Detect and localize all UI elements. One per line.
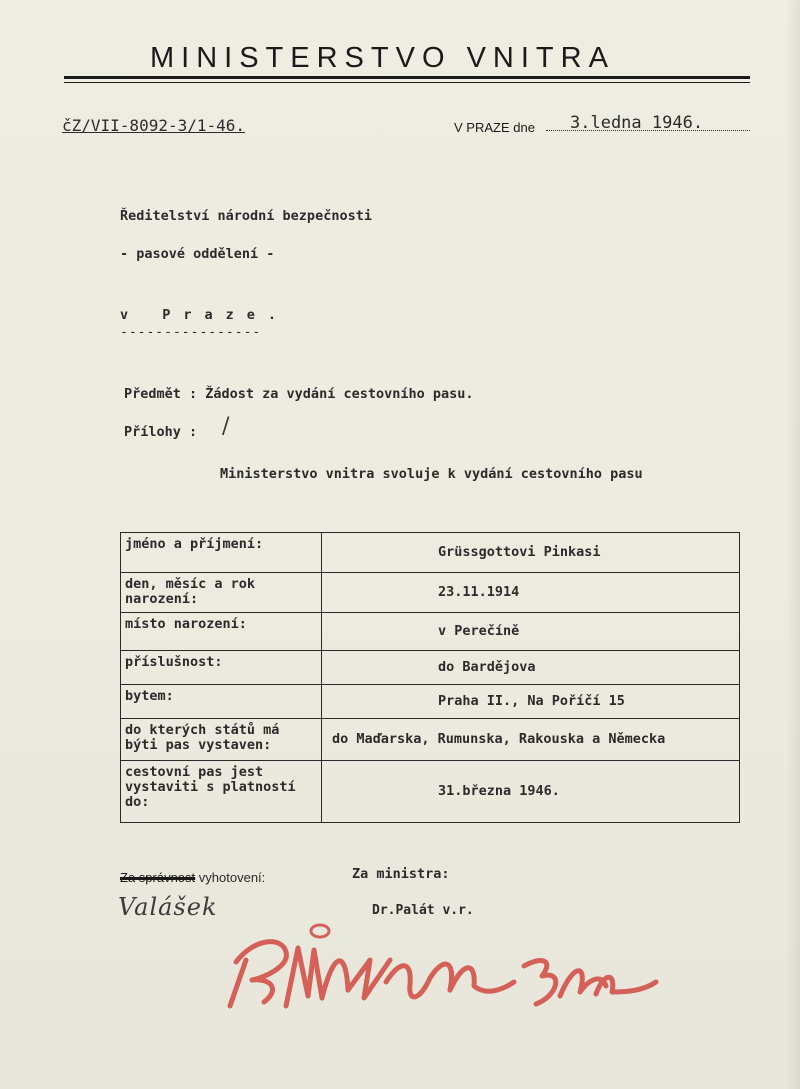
red-handwritten-signature bbox=[224, 920, 674, 1020]
table-row bbox=[121, 685, 740, 719]
row-value: 31.března 1946. bbox=[322, 761, 740, 823]
header-rule-thin bbox=[64, 82, 750, 83]
subject-line: Předmět : Žádost za vydání cestovního pasu. bbox=[124, 386, 474, 402]
clerk-certification bbox=[120, 870, 265, 885]
table-row bbox=[121, 719, 740, 761]
row-value: Grüssgottovi Pinkasi bbox=[322, 533, 740, 573]
minister-name: Dr.Palát v.r. bbox=[372, 903, 474, 918]
certification-label: vyhotovení: bbox=[198, 870, 266, 885]
intro-statement: Ministerstvo vnitra svoluje k vydání cestovního pasu bbox=[220, 466, 643, 482]
row-label: cestovní pas jest vystaviti s platností do: bbox=[121, 761, 322, 823]
for-minister-label: Za ministra: bbox=[352, 866, 450, 882]
addressee-underline: ---------------- bbox=[120, 325, 262, 340]
addressee-line-2: - pasové oddělení - bbox=[120, 246, 275, 262]
row-label: jméno a příjmení: bbox=[121, 533, 322, 573]
row-value: v Perečíně bbox=[322, 613, 740, 651]
row-label: bytem: bbox=[121, 685, 322, 719]
table-row bbox=[121, 613, 740, 651]
table-row bbox=[121, 761, 740, 823]
row-value: do Maďarska, Rumunska, Rakouska a Německa bbox=[322, 719, 740, 761]
document-date: 3.ledna 1946. bbox=[570, 113, 704, 133]
clerk-signature: Valášek bbox=[118, 893, 218, 921]
struck-label: Za správnost bbox=[120, 870, 196, 885]
ministry-title: MINISTERSTVO VNITRA bbox=[150, 42, 615, 74]
place-label: V PRAZE dne bbox=[454, 120, 535, 135]
row-label: příslušnost: bbox=[121, 651, 322, 685]
annex-label: Přílohy : bbox=[124, 424, 198, 440]
row-value: 23.11.1914 bbox=[322, 573, 740, 613]
header-rule-thick bbox=[64, 76, 750, 79]
row-label: do kterých států má býti pas vystaven: bbox=[121, 719, 322, 761]
reference-number: čZ/VII-8092-3/1-46. bbox=[62, 116, 246, 135]
row-label: den, měsíc a rok narození: bbox=[121, 573, 322, 613]
table-row bbox=[121, 573, 740, 613]
row-value: Praha II., Na Poříčí 15 bbox=[322, 685, 740, 719]
table-row bbox=[121, 651, 740, 685]
addressee-city: v Praze. bbox=[120, 307, 290, 323]
passport-details-table bbox=[120, 532, 740, 823]
annex-value: / bbox=[222, 414, 230, 439]
addressee-line-1: Ředitelství národní bezpečnosti bbox=[120, 208, 372, 224]
table-row bbox=[121, 533, 740, 573]
row-label: místo narození: bbox=[121, 613, 322, 651]
row-value: do Bardějova bbox=[322, 651, 740, 685]
